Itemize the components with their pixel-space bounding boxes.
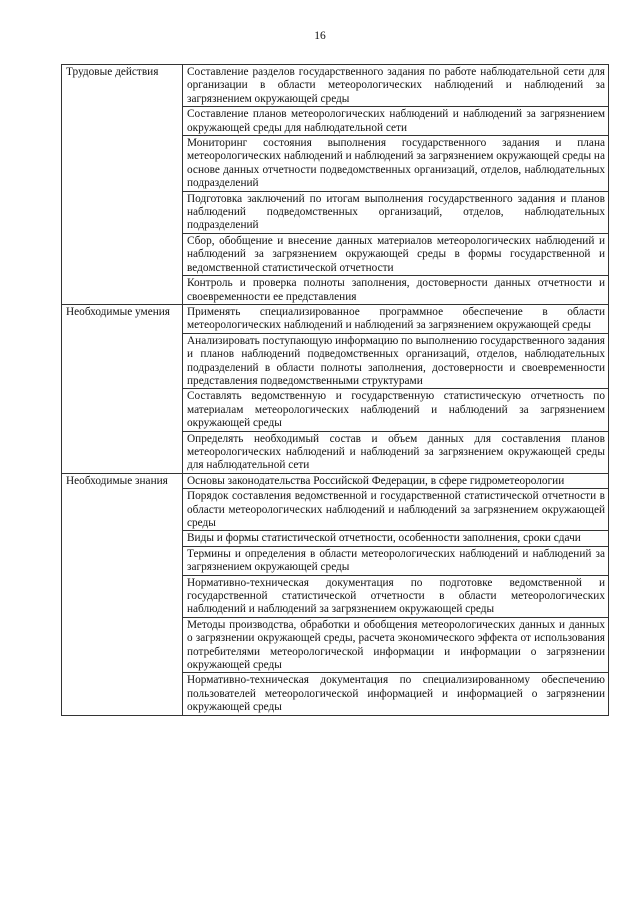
skill-item: Составлять ведомственную и государственную статистическую отчетность по материалам метеорологических наблюдений и наблюдений за загрязнением окружающей среды [183,389,609,431]
section-label-required-knowledge: Необходимые знания [62,473,183,715]
knowledge-item: Методы производства, обработки и обобщения метеорологических данных и данных о загрязнении окружающей среды, расчета экономического эффекта от использования потребителями метеорологической информации и информации о загрязнении окружающей среды [183,617,609,673]
knowledge-item: Нормативно-техническая документация по подготовке ведомственной и государственной статистической отчетности в области метеорологических наблюдений и наблюдений за загрязнением окружающей среды [183,575,609,617]
labor-action-item: Контроль и проверка полноты заполнения, достоверности данных отчетности и своевременности ее представления [183,276,609,305]
qualification-table [61,64,609,716]
section-label-labor-actions: Трудовые действия [62,65,183,305]
skill-item: Анализировать поступающую информацию по выполнению государственного задания и планов наблюдений подведомственных организаций, отделов, наблюдательных подразделений в области полноты заполнения, достоверности и своевременности представления подведомственными структурами [183,333,609,389]
table-row [62,304,609,333]
knowledge-item: Термины и определения в области метеорологических наблюдений и наблюдений за загрязнением окружающей среды [183,546,609,575]
table-row [62,65,609,107]
knowledge-item: Нормативно-техническая документация по специализированному обеспечению пользователей метеорологической информацией и информацией о загрязнении окружающей среды [183,673,609,715]
labor-action-item: Составление планов метеорологических наблюдений и наблюдений за загрязнением окружающей среды для наблюдательной сети [183,107,609,136]
skill-item: Определять необходимый состав и объем данных для составления планов метеорологических наблюдений и наблюдений за загрязнением окружающей среды для наблюдательной сети [183,431,609,473]
knowledge-item: Основы законодательства Российской Федерации, в сфере гидрометеорологии [183,473,609,488]
labor-action-item: Мониторинг состояния выполнения государственного задания и плана метеорологических наблюдений и наблюдений за загрязнением окружающей среды на основе данных отчетности подведомственных организаций, отделов, наблюдательных подразделений [183,136,609,192]
section-label-required-skills: Необходимые умения [62,304,183,473]
skill-item: Применять специализированное программное обеспечение в области метеорологических наблюдений и наблюдений за загрязнением окружающей среды [183,304,609,333]
labor-action-item: Сбор, обобщение и внесение данных материалов метеорологических наблюдений и наблюдений за загрязнением окружающей среды в формы государственной и ведомственной статистической отчетности [183,233,609,275]
labor-action-item: Составление разделов государственного задания по работе наблюдательной сети для организации в области метеорологических наблюдений и наблюдений за загрязнением окружающей среды [183,65,609,107]
labor-action-item: Подготовка заключений по итогам выполнения государственного задания и планов наблюдений подведомственных организаций, отделов, наблюдательных подразделений [183,191,609,233]
knowledge-item: Порядок составления ведомственной и государственной статистической отчетности в области метеорологических наблюдений и наблюдений за загрязнением окружающей среды [183,489,609,531]
page-number: 16 [314,30,326,42]
table-row [62,473,609,488]
knowledge-item: Виды и формы статистической отчетности, особенности заполнения, сроки сдачи [183,531,609,546]
